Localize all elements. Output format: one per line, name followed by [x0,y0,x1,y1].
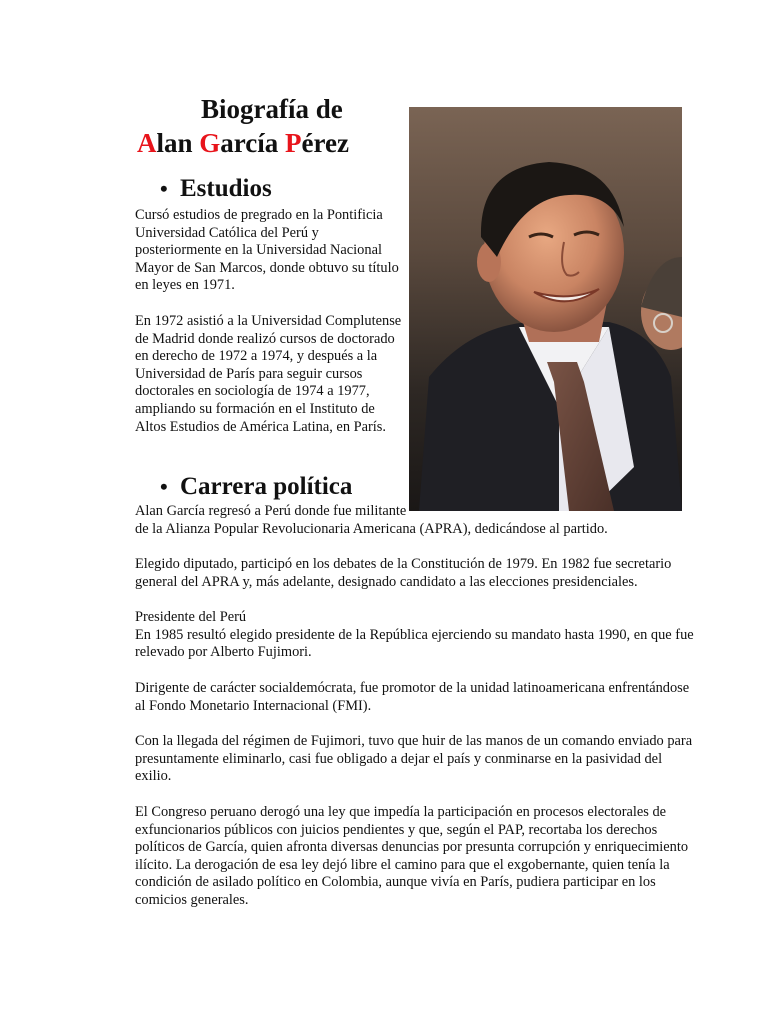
portrait-illustration [409,107,682,511]
text-line: al Fondo Monetario Internacional (FMI). [135,697,372,714]
carrera-paragraph-5 [135,733,692,786]
text-line: de Madrid donde realizó cursos de doctorado [135,330,395,347]
text-line: de la Alianza Popular Revolucionaria Americana (APRA), dedicándose al partido. [135,520,608,537]
bullet-icon: • [160,176,168,201]
text-line: En 1972 asistió a la Universidad Complutense [135,313,402,329]
text-line: Alan García regresó a Perú donde fue militante [135,503,407,519]
carrera-paragraph-2 [135,556,671,591]
text-line: en derecho de 1972 a 1974, y después a la [135,348,378,365]
bullet-icon: • [160,474,168,499]
text-line: Con la llegada del régimen de Fujimori, tuvo que huir de las manos de un comando enviado para [135,733,693,749]
section-heading-estudios [160,174,272,204]
section-heading-label: Estudios [180,175,272,202]
name-initial: P [285,128,302,158]
text-line: El Congreso peruano derogó una ley que impedía la participación en procesos electorales de [135,804,667,820]
text-line: doctorales en sociología de 1974 a 1977, [135,383,370,400]
estudios-paragraph-2 [135,313,401,436]
name-initial: G [199,128,221,158]
portrait-photo [409,107,682,511]
name-rest: arcía [220,128,286,158]
section-heading-label: Carrera política [180,473,353,500]
text-line: En 1985 resultó elegido presidente de la República ejerciendo su mandato hasta 1990, en que fue [135,626,694,643]
title-name [137,126,407,160]
text-line: relevado por Alberto Fujimori. [135,644,312,661]
estudios-paragraph-1 [135,207,399,295]
text-line: posteriormente en la Universidad Nacional [135,242,382,259]
text-line: Cursó estudios de pregrado en la Pontificia [135,207,383,223]
text-line: Dirigente de carácter socialdemócrata, fue promotor de la unidad latinoamericana enfrentándose [135,680,690,696]
text-line: Mayor de San Marcos, donde obtuvo su título [135,259,399,276]
page-title [137,92,407,160]
text-line: Presidente del Perú [135,609,247,625]
carrera-paragraph-6 [135,804,688,910]
name-rest: érez [301,128,349,158]
name-initial: A [137,128,157,158]
text-line: Universidad Católica del Perú y [135,224,319,241]
text-line: comicios generales. [135,891,249,908]
text-line: Altos Estudios de América Latina, en París. [135,418,386,435]
text-line: ilícito. La derogación de esa ley dejó libre el camino para que el exgobernante, quien tenía la [135,856,670,873]
text-line: general del APRA y, más adelante, designado candidato a las elecciones presidenciales. [135,573,638,590]
title-line1: Biografía de [201,94,343,124]
carrera-paragraph-4 [135,680,689,715]
text-line: condición de asilado político en Colombia, aunque vivía en París, pudiera participar en los [135,874,656,891]
text-line: Elegido diputado, participó en los debates de la Constitución de 1979. En 1982 fue secretario [135,556,672,572]
name-rest: lan [156,128,200,158]
section-heading-carrera [160,472,352,502]
carrera-paragraph-3 [135,609,694,662]
text-line: ampliando su formación en el Instituto de [135,400,375,417]
text-line: exilio. [135,768,172,785]
text-line: Universidad de París para seguir cursos [135,365,363,382]
carrera-paragraph-1 [135,503,608,538]
text-line: en leyes en 1971. [135,277,235,294]
text-line: presuntamente eliminarlo, casi fue obligado a dejar el país y conminarse en la pasividad del [135,750,663,767]
text-line: políticos de García, quien afronta diversas denuncias por presunta corrupción y enriquecimiento [135,839,689,856]
text-line: exfuncionarios públicos con juicios pendientes y que, según el PAP, recortaba los derechos [135,821,658,838]
